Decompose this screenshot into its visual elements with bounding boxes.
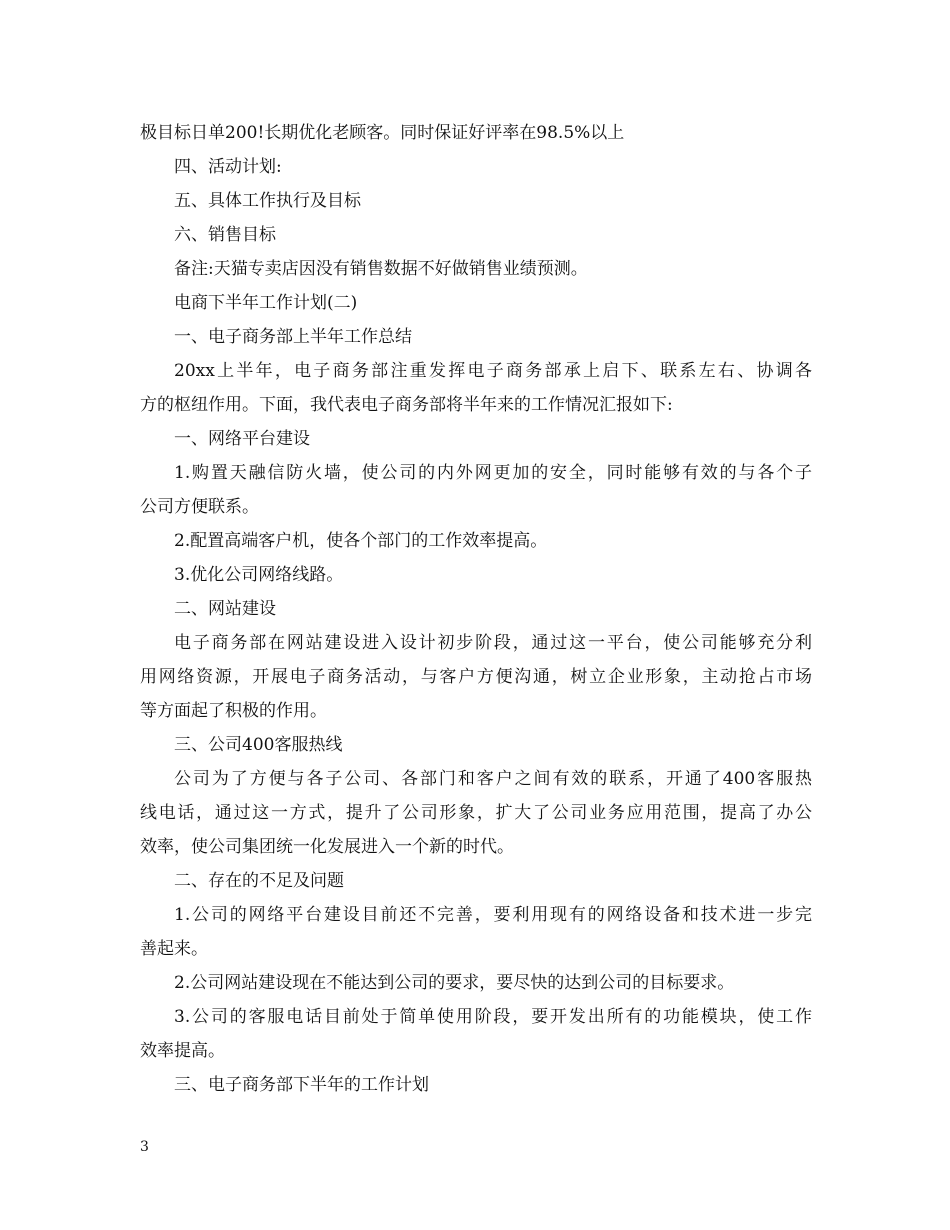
paragraph-line: 1.购置天融信防火墙，使公司的内外网更加的安全，同时能够有效的与各个子: [174, 463, 812, 483]
paragraph-line: 公司为了方便与各子公司、各部门和客户之间有效的联系，开通了400客服热: [174, 769, 812, 789]
paragraph-line: 善起来。: [140, 939, 208, 959]
text-line: 极目标日单200!长期优化老顾客。同时保证好评率在98.5%以上: [140, 123, 625, 143]
paragraph-line: 2.配置高端客户机，使各个部门的工作效率提高。: [174, 531, 548, 551]
paragraph-line: 等方面起了积极的作用。: [140, 701, 327, 721]
section-heading: 五、具体工作执行及目标: [174, 191, 361, 211]
section-heading: 二、存在的不足及问题: [174, 871, 344, 891]
paragraph-line: 用网络资源，开展电子商务活动，与客户方便沟通，树立企业形象，主动抢占市场: [140, 667, 812, 687]
page-number: 3: [140, 1139, 149, 1155]
paragraph-line: 20xx上半年，电子商务部注重发挥电子商务部承上启下、联系左右、协调各: [174, 361, 812, 381]
paragraph-line: 公司方便联系。: [140, 497, 259, 517]
section-heading: 六、销售目标: [174, 225, 276, 245]
paragraph-line: 效率提高。: [140, 1041, 225, 1061]
section-heading: 二、网站建设: [174, 599, 276, 619]
document-subtitle: 电商下半年工作计划(二): [174, 293, 358, 313]
paragraph-line: 线电话，通过这一方式，提升了公司形象，扩大了公司业务应用范围，提高了办公: [140, 803, 812, 823]
paragraph-line: 电子商务部在网站建设进入设计初步阶段，通过这一平台，使公司能够充分利: [174, 633, 812, 653]
paragraph-line: 方的枢纽作用。下面，我代表电子商务部将半年来的工作情况汇报如下:: [140, 395, 673, 415]
paragraph-line: 3.优化公司网络线路。: [174, 565, 344, 585]
section-heading: 四、活动计划:: [174, 157, 282, 177]
note-line: 备注:天猫专卖店因没有销售数据不好做销售业绩预测。: [174, 259, 588, 279]
paragraph-line: 效率，使公司集团统一化发展进入一个新的时代。: [140, 837, 514, 857]
section-heading: 一、电子商务部上半年工作总结: [174, 327, 412, 347]
section-heading: 三、电子商务部下半年的工作计划: [174, 1075, 429, 1095]
document-body: [140, 116, 812, 1102]
paragraph-line: 2.公司网站建设现在不能达到公司的要求，要尽快的达到公司的目标要求。: [174, 973, 735, 993]
paragraph-line: 3.公司的客服电话目前处于简单使用阶段，要开发出所有的功能模块，使工作: [174, 1007, 812, 1027]
section-heading: 一、网络平台建设: [174, 429, 310, 449]
paragraph-line: 1.公司的网络平台建设目前还不完善，要利用现有的网络设备和技术进一步完: [174, 905, 812, 925]
section-heading: 三、公司400客服热线: [174, 735, 343, 755]
